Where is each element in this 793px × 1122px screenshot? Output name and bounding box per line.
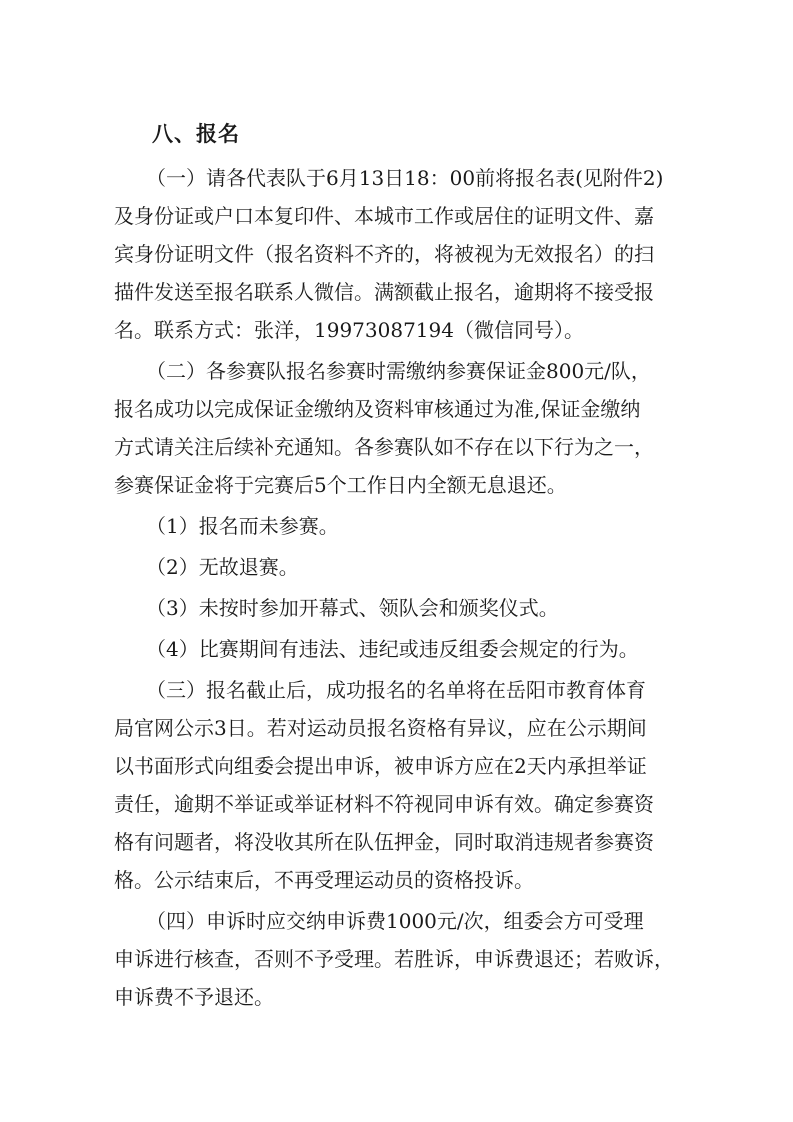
text-line: 名。联系方式：张洋，19973087194（微信同号）。: [114, 318, 584, 342]
text-line: （四）申诉时应交纳申诉费1000元/次，组委会方可受理: [146, 909, 644, 933]
text-line: （4）比赛期间有违法、违纪或违反组委会规定的行为。: [146, 637, 639, 661]
text-line: 及身份证或户口本复印件、本城市工作或居住的证明文件、嘉: [114, 204, 654, 228]
text-line: 申诉进行核查，否则不予受理。若胜诉，申诉费退还；若败诉，: [114, 947, 674, 971]
text-line: （二）各参赛队报名参赛时需缴纳参赛保证金800元/队，: [146, 359, 651, 383]
text-line: 局官网公示3日。若对运动员报名资格有异议，应在公示期间: [114, 716, 647, 740]
text-line: 以书面形式向组委会提出申诉，被申诉方应在2天内承担举证: [114, 754, 647, 778]
text-line: （三）报名截止后，成功报名的名单将在岳阳市教育体育: [146, 678, 646, 702]
text-line: 格有问题者，将没收其所在队伍押金，同时取消违规者参赛资: [114, 830, 654, 854]
section-heading: 八、报名: [152, 122, 240, 146]
text-line: 报名成功以完成保证金缴纳及资料审核通过为准,保证金缴纳: [114, 397, 641, 421]
text-line: （2）无故退赛。: [146, 555, 299, 579]
text-line: 申诉费不予退还。: [114, 985, 274, 1009]
text-line: （3）未按时参加开幕式、领队会和颁奖仪式。: [146, 596, 559, 620]
text-line: 描件发送至报名联系人微信。满额截止报名，逾期将不接受报: [114, 280, 654, 304]
text-line: 方式请关注后续补充通知。各参赛队如不存在以下行为之一，: [114, 435, 654, 459]
text-line: （一）请各代表队于6月13日18：00前将报名表(见附件2): [146, 166, 664, 190]
text-line: 格。公示结束后，不再受理运动员的资格投诉。: [114, 868, 534, 892]
text-line: 责任，逾期不举证或举证材料不符视同申诉有效。确定参赛资: [114, 792, 654, 816]
text-line: 参赛保证金将于完赛后5个工作日内全额无息退还。: [114, 473, 567, 497]
text-line: 宾身份证明文件（报名资料不齐的，将被视为无效报名）的扫: [114, 242, 654, 266]
text-line: （1）报名而未参赛。: [146, 514, 339, 538]
